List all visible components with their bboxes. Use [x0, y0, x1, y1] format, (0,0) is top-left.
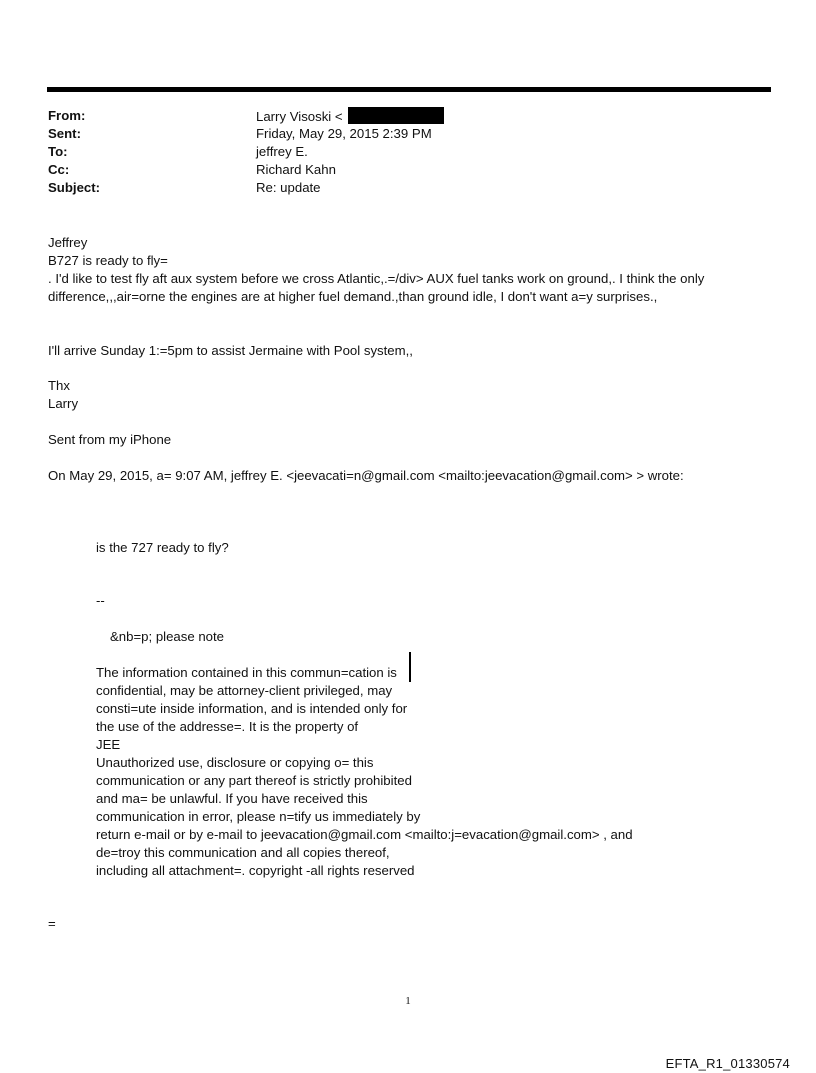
body-line: . I'd like to test fly aft aux system before we cross Atlantic,.=/div> AUX fuel tanks work on ground,. I think the only [48, 271, 705, 286]
disclaimer-line: consti=ute inside information, and is intended only for [96, 701, 408, 716]
redaction-block [348, 107, 444, 124]
from-value [256, 107, 444, 126]
header-rule [47, 87, 771, 92]
body-line: difference,,,air=orne the engines are at higher fuel demand.,than ground idle, I don't want a=y surprises., [48, 289, 658, 304]
sender-name: Larry Visoski < [256, 109, 343, 124]
sent-from-line: Sent from my iPhone [48, 432, 172, 447]
from-label: From: [48, 108, 86, 123]
trailer-symbol: = [48, 916, 56, 931]
body-line: B727 is ready to fly= [48, 253, 168, 268]
thanks-line: Thx [48, 378, 70, 393]
greeting: Jeffrey [48, 235, 88, 250]
page-number: 1 [405, 995, 411, 1007]
subject-value: Re: update [256, 180, 321, 195]
disclaimer-line: de=troy this communication and all copies thereof, [96, 845, 390, 860]
quote-header: On May 29, 2015, a= 9:07 AM, jeffrey E. <jeevacati=n@gmail.com <mailto:jeevacation@gmail.com> > wrote: [48, 468, 684, 483]
disclaimer-line: JEE [96, 737, 121, 752]
disclaimer-line: confidential, may be attorney-client privileged, may [96, 683, 393, 698]
cc-label: Cc: [48, 162, 70, 177]
disclaimer-line: return e-mail or by e-mail to jeevacation@gmail.com <mailto:j=evacation@gmail.com> , and [96, 827, 633, 842]
disclaimer-line: and ma= be unlawful. If you have received this [96, 791, 368, 806]
disclaimer-line: including all attachment=. copyright -all rights reserved [96, 863, 415, 878]
disclaimer-line: The information contained in this commun=cation is [96, 665, 397, 680]
please-note-line: &nb=p; please note [110, 629, 225, 644]
arrival-line: I'll arrive Sunday 1:=5pm to assist Jermaine with Pool system,, [48, 343, 413, 358]
disclaimer-line: the use of the addresse=. It is the property of [96, 719, 359, 734]
quoted-question: is the 727 ready to fly? [96, 540, 229, 555]
sent-label: Sent: [48, 126, 81, 141]
quoted-separator: -- [96, 593, 105, 608]
sent-value: Friday, May 29, 2015 2:39 PM [256, 126, 432, 141]
to-value: jeffrey E. [256, 144, 308, 159]
bates-id: EFTA_R1_01330574 [665, 1056, 790, 1071]
text-cursor [409, 652, 411, 682]
cc-value: Richard Kahn [256, 162, 336, 177]
disclaimer-line: communication in error, please n=tify us immediately by [96, 809, 421, 824]
disclaimer-line: Unauthorized use, disclosure or copying o= this [96, 755, 374, 770]
to-label: To: [48, 144, 68, 159]
disclaimer-line: communication or any part thereof is strictly prohibited [96, 773, 412, 788]
subject-label: Subject: [48, 180, 101, 195]
signature-line: Larry [48, 396, 79, 411]
